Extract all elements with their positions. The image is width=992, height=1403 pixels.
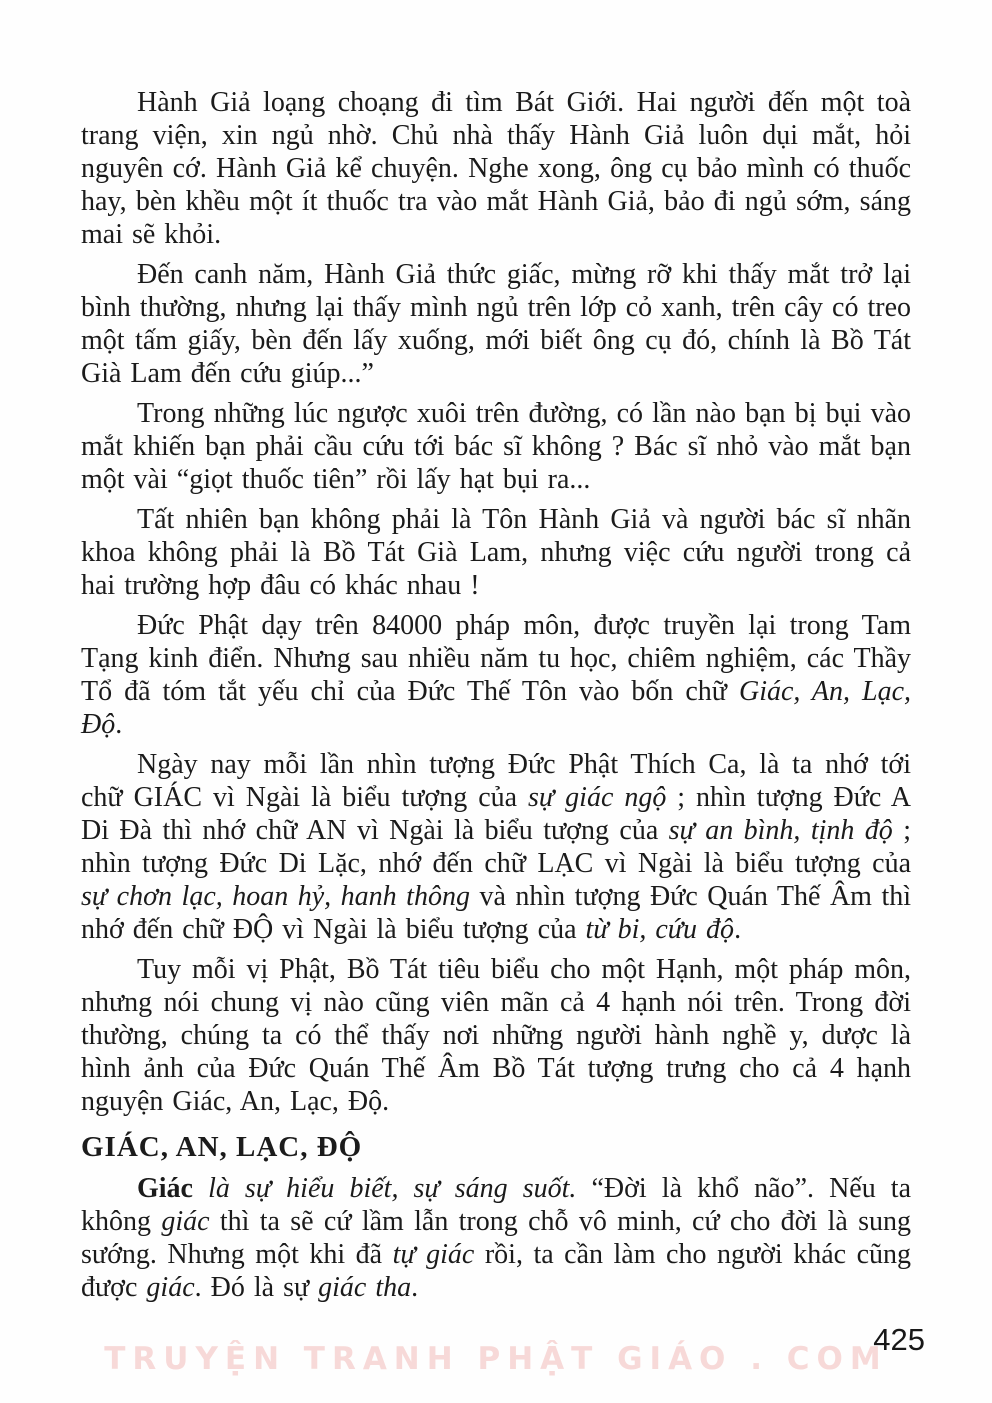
text-run: Tuy mỗi vị Phật, Bồ Tát tiêu biểu cho một Hạnh, một pháp môn, nhưng nói chung vị nào cũng viên mãn cả 4 hạnh nói trên. Trong đời thường, chúng ta có thể thấy nơi những người hành nghề y, dược là hình ảnh của Đức Quán Thế Âm Bồ Tát tượng trưng cho cả 4 hạnh nguyện Giác, An, Lạc, Độ. — [81, 954, 911, 1117]
text-run: ; nhìn tượng Đức A Di Đà thì nhớ chữ AN vì Ngài là biểu tượng của — [81, 782, 911, 846]
text-run: . — [115, 709, 123, 740]
text-run: tự giác — [392, 1239, 475, 1270]
paragraph — [81, 397, 911, 496]
text-run: và nhìn tượng Đức Quán Thế Âm thì nhớ đến chữ ĐỘ vì Ngài là biểu tượng của — [81, 881, 912, 945]
text-run: Tất nhiên bạn không phải là Tôn Hành Giả và người bác sĩ nhãn khoa không phải là Bồ Tát Già Lam, nhưng việc cứu người trong cả hai trường hợp đâu có khác nhau ! — [81, 504, 911, 601]
text-run: “Đời là khổ não”. Nếu ta không — [81, 1173, 911, 1237]
paragraph — [81, 748, 911, 946]
paragraph — [81, 953, 911, 1118]
text-run: rồi, ta cần làm cho người khác cũng được — [81, 1239, 912, 1303]
text-run: GIÁC, AN, LẠC, ĐỘ — [81, 1131, 363, 1163]
text-run: Ngày nay mỗi lần nhìn tượng Đức Phật Thích Ca, là ta nhớ tới chữ GIÁC vì Ngài là biểu tượng của — [81, 749, 911, 813]
text-run: giác tha — [318, 1272, 412, 1303]
paragraph — [81, 258, 911, 390]
text-run: sự an bình, tịnh độ — [668, 815, 893, 846]
text-run: . — [734, 914, 742, 945]
text-run: sự giác ngộ — [528, 782, 667, 813]
page-body — [81, 86, 911, 1311]
paragraph — [81, 86, 911, 251]
text-run: Đến canh năm, Hành Giả thức giấc, mừng rỡ khi thấy mắt trở lại bình thường, nhưng lại thấy mình ngủ trên lớp cỏ xanh, trên cây có treo một tấm giấy, bèn đến lấy xuống, mới biết ông cụ đó, chính là Bồ Tát Già Lam đến cứu giúp...” — [81, 259, 911, 389]
text-run: . — [411, 1272, 419, 1303]
text-run: thì ta sẽ cứ lầm lẫn trong chỗ vô minh, cứ cho đời là sung sướng. Nhưng một khi đã — [81, 1206, 912, 1270]
section-heading — [81, 1130, 911, 1164]
page-number: 425 — [873, 1322, 925, 1357]
text-run: giác — [146, 1272, 195, 1303]
text-run: là sự hiểu biết, sự sáng suốt. — [208, 1173, 577, 1204]
paragraph — [81, 609, 911, 741]
paragraph — [81, 1172, 911, 1304]
text-run: ; nhìn tượng Đức Di Lặc, nhớ đến chữ LẠC vì Ngài là biểu tượng của — [81, 815, 911, 879]
text-run — [193, 1173, 208, 1204]
text-run: . Đó là sự — [194, 1272, 319, 1303]
text-run: Đức Phật dạy trên 84000 pháp môn, được truyền lại trong Tam Tạng kinh điển. Nhưng sau nhiều năm tu học, chiêm nghiệm, các Thầy Tổ đã tóm tắt yếu chỉ của Đức Thế Tôn vào bốn chữ — [81, 610, 911, 707]
text-run: từ bi, cứu độ — [585, 914, 735, 945]
text-run: sự chơn lạc, hoan hỷ, hanh thông — [81, 881, 470, 912]
text-run: Hành Giả loạng choạng đi tìm Bát Giới. Hai người đến một toà trang viện, xin ngủ nhờ. Chủ nhà thấy Hành Giả luôn dụi mắt, hỏi nguyên cớ. Hành Giả kể chuyện. Nghe xong, ông cụ bảo mình có thuốc hay, bèn khều một ít thuốc tra vào mắt Hành Giả, bảo đi ngủ sớm, sáng mai sẽ khỏi. — [81, 87, 911, 250]
text-run: Giác — [137, 1173, 193, 1204]
text-run: Trong những lúc ngược xuôi trên đường, có lần nào bạn bị bụi vào mắt khiến bạn phải cầu cứu tới bác sĩ không ? Bác sĩ nhỏ vào mắt bạn một vài “giọt thuốc tiên” rồi lấy hạt bụi ra... — [81, 398, 911, 495]
paragraph — [81, 503, 911, 602]
text-run: Giác, An, Lạc, Độ — [81, 676, 911, 740]
site-watermark: TRUYỆN TRANH PHẬT GIÁO . COM — [104, 1341, 888, 1377]
text-run: giác — [161, 1206, 210, 1237]
